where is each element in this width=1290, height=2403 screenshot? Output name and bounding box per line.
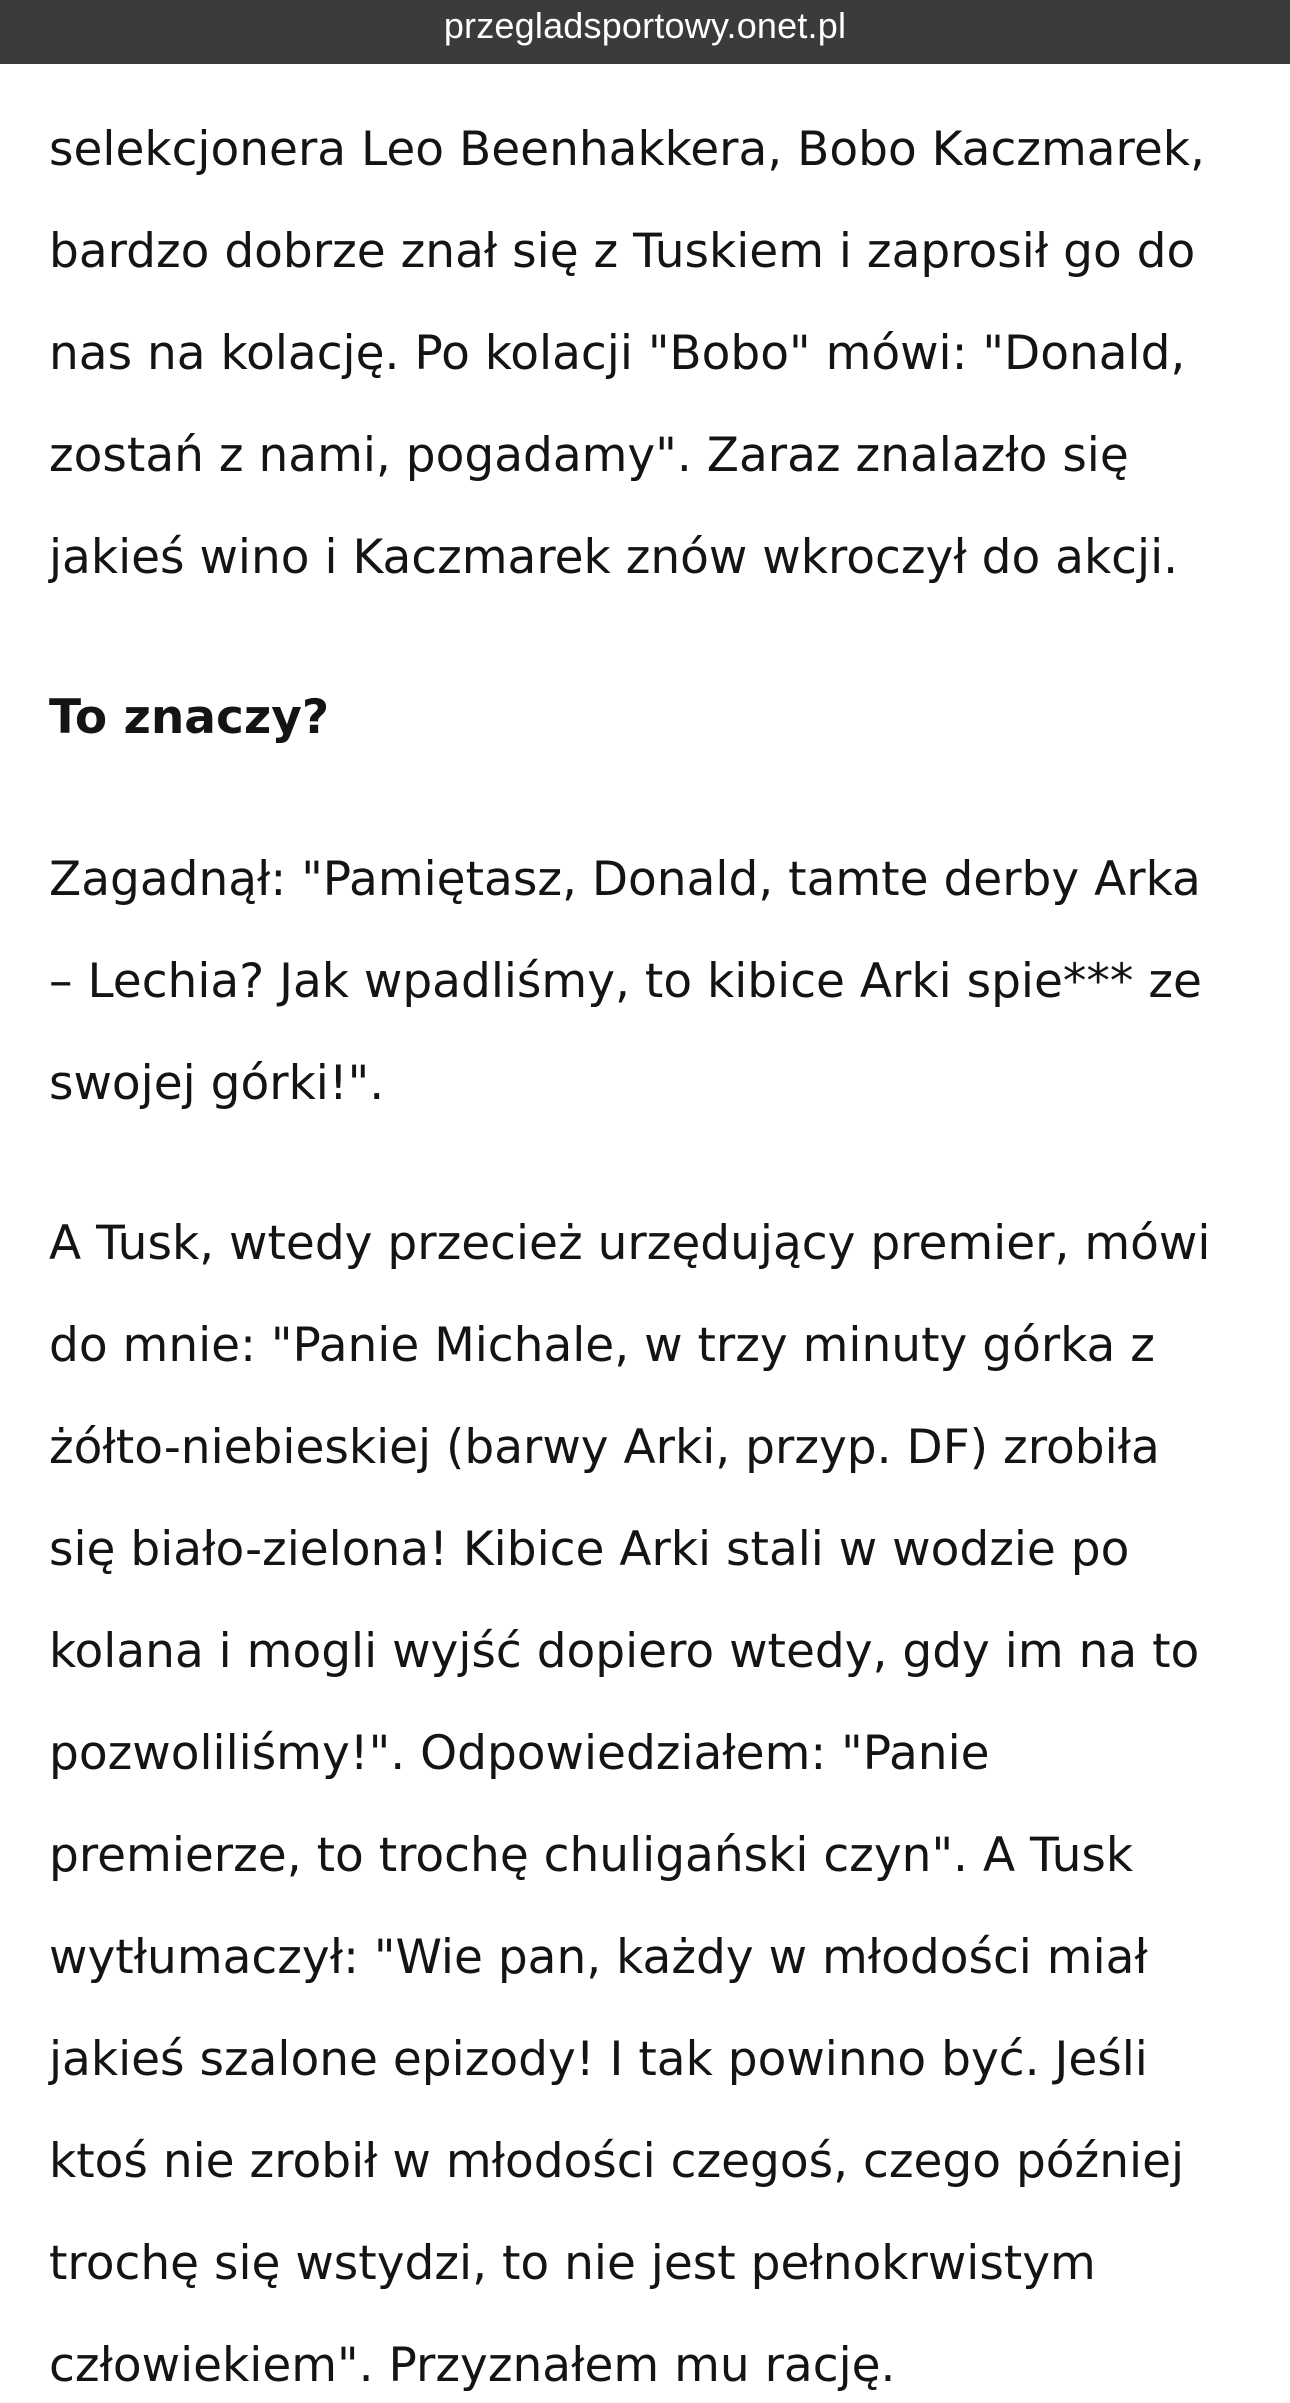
- paragraph-3-line-1: Zagadnął: "Pamiętasz, Donald, tamte derby Arka: [49, 852, 1201, 907]
- paragraph-4-line-5: kolana i mogli wyjść dopiero wtedy, gdy im na to: [49, 1624, 1200, 1679]
- paragraph-1-line-2: bardzo dobrze znał się z Tuskiem i zaprosił go do: [49, 224, 1196, 279]
- paragraph-1-line-4: zostań z nami, pogadamy". Zaraz znalazło się: [49, 428, 1129, 483]
- paragraph-4-line-11: trochę się wstydzi, to nie jest pełnokrwistym: [49, 2236, 1096, 2291]
- paragraph-4-line-1: A Tusk, wtedy przecież urzędujący premier, mówi: [49, 1216, 1211, 1271]
- paragraph-4-line-7: premierze, to trochę chuligański czyn". A Tusk: [49, 1828, 1134, 1883]
- paragraph-1-line-1: selekcjonera Leo Beenhakkera, Bobo Kaczmarek,: [49, 122, 1205, 177]
- paragraph-4-line-8: wytłumaczył: "Wie pan, każdy w młodości miał: [49, 1930, 1148, 1985]
- paragraph-4-line-6: pozwoliliśmy!". Odpowiedziałem: "Panie: [49, 1726, 990, 1781]
- paragraph-4-line-9: jakieś szalone epizody! I tak powinno być. Jeśli: [49, 2032, 1148, 2087]
- paragraph-4-line-3: żółto-niebieskiej (barwy Arki, przyp. DF) zrobiła: [49, 1420, 1160, 1475]
- url-text: przegladsportowy.onet.pl: [443, 5, 847, 46]
- paragraph-1-line-3: nas na kolację. Po kolacji "Bobo" mówi: "Donald,: [49, 326, 1186, 381]
- interview-question: To znaczy?: [49, 690, 330, 745]
- paragraph-1-line-5: jakieś wino i Kaczmarek znów wkroczył do akcji.: [49, 530, 1179, 585]
- paragraph-3-line-3: swojej górki!".: [49, 1056, 385, 1111]
- paragraph-4-line-2: do mnie: "Panie Michale, w trzy minuty górka z: [49, 1318, 1155, 1373]
- paragraph-3-line-2: – Lechia? Jak wpadliśmy, to kibice Arki spie*** ze: [49, 954, 1202, 1009]
- browser-url-bar[interactable]: [0, 0, 1290, 64]
- paragraph-4-line-10: ktoś nie zrobił w młodości czegoś, czego później: [49, 2134, 1185, 2189]
- paragraph-4-line-4: się biało-zielona! Kibice Arki stali w wodzie po: [49, 1522, 1130, 1577]
- paragraph-4-line-12: człowiekiem". Przyznałem mu rację.: [49, 2338, 896, 2393]
